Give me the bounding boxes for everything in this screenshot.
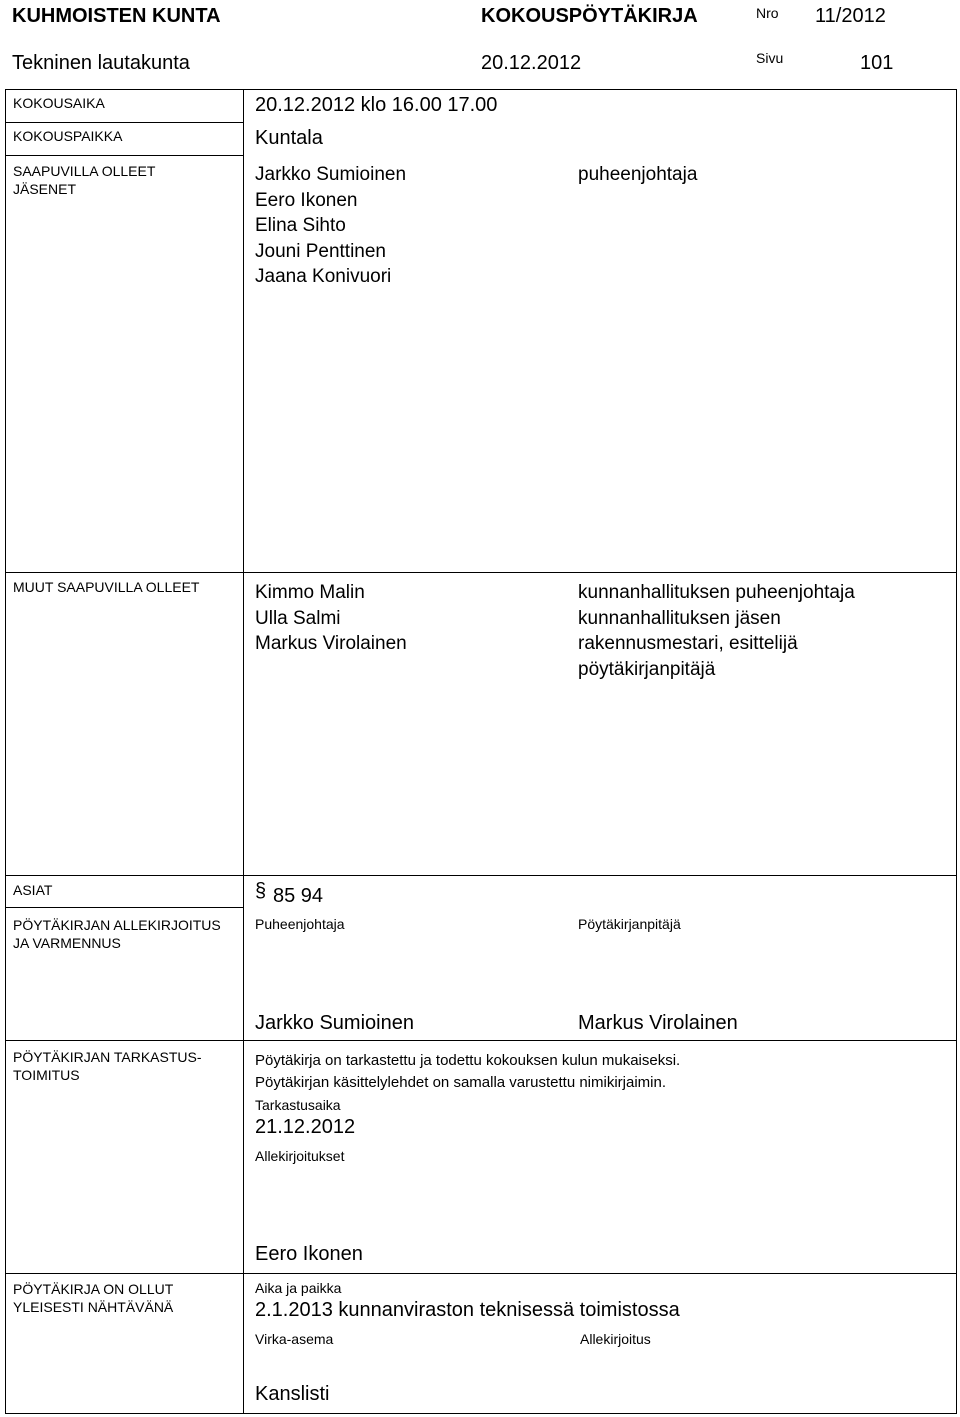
board-name: Tekninen lautakunta — [12, 52, 190, 74]
items-value: 85 94 — [273, 885, 324, 907]
section-sign-icon: § — [255, 880, 267, 902]
meeting-place-value: Kuntala — [255, 127, 323, 149]
members-list — [255, 162, 406, 290]
list-item: Markus Virolainen — [255, 633, 407, 654]
members-roles — [578, 162, 697, 188]
list-item: Kimmo Malin — [255, 582, 365, 603]
list-item: Jaana Konivuori — [255, 266, 392, 287]
list-item: puheenjohtaja — [578, 164, 698, 185]
reviewer-name: Eero Ikonen — [255, 1243, 363, 1265]
signatures-label: Allekirjoitukset — [255, 1148, 345, 1164]
review-date-value: 21.12.2012 — [255, 1116, 356, 1138]
list-item: kunnanhallituksen puheenjohtaja — [578, 582, 855, 603]
meeting-place-label: KOKOUSPAIKKA — [13, 128, 123, 144]
list-item: Jarkko Sumioinen — [255, 164, 407, 185]
others-label: MUUT SAAPUVILLA OLLEET — [13, 579, 200, 595]
meeting-time-label: KOKOUSAIKA — [13, 95, 105, 111]
page-number: 101 — [860, 52, 894, 74]
items-label: ASIAT — [13, 882, 53, 898]
public-label: PÖYTÄKIRJA ON OLLUT YLEISESTI NÄHTÄVÄNÄ — [13, 1281, 174, 1315]
list-item: kunnanhallituksen jäsen — [578, 607, 781, 629]
review-date-label: Tarkastusaika — [255, 1097, 341, 1113]
nro-label: Nro — [756, 5, 779, 21]
list-item: Eero Ikonen — [255, 189, 358, 211]
position-value: Kanslisti — [255, 1383, 330, 1405]
org-name: KUHMOISTEN KUNTA — [12, 5, 221, 27]
meeting-time-value: 20.12.2012 klo 16.00 17.00 — [255, 94, 498, 116]
list-item: Ulla Salmi — [255, 607, 341, 629]
others-list — [255, 580, 407, 657]
signature-label: Allekirjoitus — [580, 1331, 651, 1347]
document-type: KOKOUSPÖYTÄKIRJA — [481, 5, 698, 27]
secretary-label: Pöytäkirjanpitäjä — [578, 916, 681, 932]
chair-name: Jarkko Sumioinen — [255, 1012, 414, 1034]
time-place-label: Aika ja paikka — [255, 1280, 342, 1296]
nro-value: 11/2012 — [815, 5, 886, 27]
time-place-value: 2.1.2013 kunnanviraston teknisessä toimistossa — [255, 1299, 680, 1321]
signing-label: PÖYTÄKIRJAN ALLEKIRJOITUS JA VARMENNUS — [13, 917, 221, 951]
list-item: pöytäkirjanpitäjä — [578, 658, 716, 680]
review-text: Pöytäkirja on tarkastettu ja todettu kokouksen kulun mukaiseksi. Pöytäkirjan käsittelylehdet on samalla varustettu nimikirjaimin. — [255, 1052, 681, 1091]
members-label: SAAPUVILLA OLLEET JÄSENET — [13, 163, 156, 197]
document-date: 20.12.2012 — [481, 52, 582, 74]
position-label: Virka-asema — [255, 1331, 334, 1347]
others-roles — [578, 580, 855, 682]
chair-label: Puheenjohtaja — [255, 916, 345, 932]
secretary-name: Markus Virolainen — [578, 1012, 738, 1034]
list-item: Elina Sihto — [255, 215, 346, 236]
list-item: Jouni Penttinen — [255, 240, 386, 262]
list-item: rakennusmestari, esittelijä — [578, 633, 798, 654]
review-label: PÖYTÄKIRJAN TARKASTUS- TOIMITUS — [13, 1049, 202, 1083]
page-label: Sivu — [756, 50, 784, 66]
